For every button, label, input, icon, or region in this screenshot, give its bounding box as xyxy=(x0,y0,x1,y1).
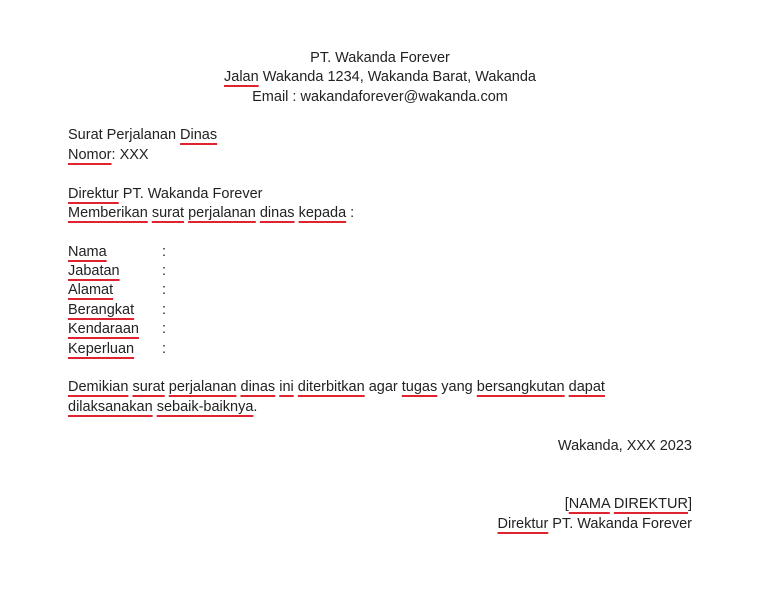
spell-word: Dinas xyxy=(180,127,218,143)
spell-word: surat xyxy=(151,205,185,221)
spell-word: dapat xyxy=(568,379,605,395)
spell-word: kepada xyxy=(298,205,347,221)
address-text: Wakanda 1234, Wakanda Barat, Wakanda xyxy=(258,69,536,85)
director-name xyxy=(565,495,692,514)
place-date: Wakanda, XXX 2023 xyxy=(557,438,692,454)
spell-word: Jalan xyxy=(224,69,259,85)
closing-text: yang xyxy=(437,379,477,395)
field-label-berangkat: Berangkat xyxy=(68,302,135,318)
number-value: : XXX xyxy=(111,147,149,163)
company-name: PT. Wakanda Forever xyxy=(310,50,450,66)
field-colon: : xyxy=(162,302,167,318)
spell-word: dinas xyxy=(240,379,276,395)
field-label-keperluan: Keperluan xyxy=(68,341,135,357)
intro-line-1 xyxy=(68,185,262,204)
field-colon: : xyxy=(162,244,167,260)
company-email: Email : wakandaforever@wakanda.com xyxy=(252,89,508,105)
closing-line-1 xyxy=(68,378,605,397)
spell-word: ini xyxy=(279,379,294,395)
field-colon: : xyxy=(162,321,167,337)
letter-number xyxy=(68,146,149,165)
spell-word: NAMA xyxy=(568,496,610,512)
letter-title xyxy=(68,126,217,145)
title-text: Surat Perjalanan xyxy=(68,127,181,143)
intro-text: PT. Wakanda Forever xyxy=(118,186,263,202)
spell-word: sebaik-baiknya xyxy=(156,399,254,415)
spell-word: dilaksanakan xyxy=(68,399,153,415)
bracket: [ xyxy=(564,496,569,512)
spell-word: Direktur xyxy=(68,186,119,202)
spell-word: surat xyxy=(132,379,165,395)
spell-word: diterbitkan xyxy=(297,379,365,395)
role-text: PT. Wakanda Forever xyxy=(548,516,692,532)
field-colon: : xyxy=(162,282,167,298)
spell-word: Memberikan xyxy=(68,205,148,221)
spell-word: dinas xyxy=(259,205,295,221)
spell-word: DIREKTUR xyxy=(613,496,688,512)
field-label-jabatan: Jabatan xyxy=(68,263,120,279)
spell-word: perjalanan xyxy=(168,379,237,395)
spell-word: Direktur xyxy=(497,516,549,532)
spell-word: Nomor xyxy=(68,147,112,163)
company-address xyxy=(0,68,760,87)
field-label-nama: Nama xyxy=(68,244,107,260)
spell-word: Demikian xyxy=(68,379,129,395)
spell-word: perjalanan xyxy=(188,205,256,221)
field-label-alamat: Alamat xyxy=(68,282,114,298)
director-role xyxy=(498,515,692,534)
field-colon: : xyxy=(162,341,167,357)
intro-text: : xyxy=(346,205,355,221)
closing-line-2 xyxy=(68,398,257,417)
closing-text: . xyxy=(253,399,258,415)
field-label-kendaraan: Kendaraan xyxy=(68,321,139,337)
spell-word: tugas xyxy=(401,379,438,395)
closing-text: agar xyxy=(364,379,402,395)
bracket: ] xyxy=(687,496,692,512)
field-colon: : xyxy=(162,263,167,279)
spell-word: bersangkutan xyxy=(476,379,565,395)
intro-line-2 xyxy=(68,204,354,223)
